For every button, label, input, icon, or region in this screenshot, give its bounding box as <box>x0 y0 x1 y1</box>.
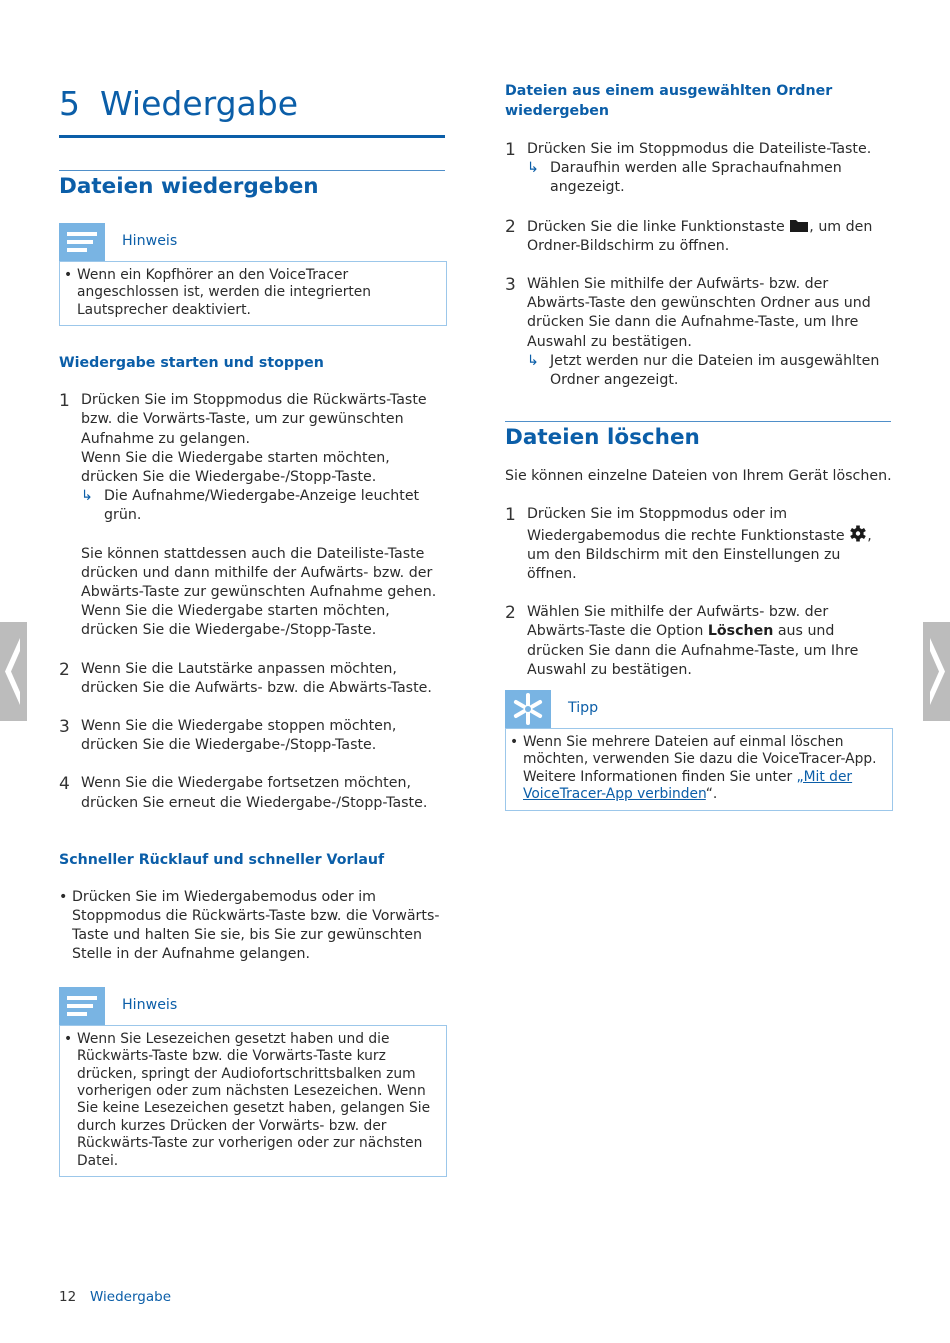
prev-page-button[interactable] <box>0 622 27 721</box>
arrow-right-icon: ↳ <box>527 352 539 369</box>
folder-step-2: 2 Drücken Sie die linke Funktionstaste , um den Ordner-Bildschirm zu öffnen. <box>505 216 873 254</box>
note-callout <box>59 223 447 326</box>
tip-box <box>505 728 893 811</box>
chapter-title-text: Wiedergabe <box>100 84 299 123</box>
footer-section: Wiedergabe <box>90 1289 172 1305</box>
section-title-play: Dateien wiedergeben <box>59 174 319 199</box>
chapter-title <box>59 84 447 124</box>
left-column <box>59 80 447 1177</box>
subsection-title-folder: Dateien aus einem ausgewählten Ordner wiedergeben <box>505 83 833 119</box>
note-item: • Wenn Sie Lesezeichen gesetzt haben und die Rückwärts-Taste bzw. die Vorwärts-Taste kurz drücken, springt der Audiofortschrittsbalken zum vorherigen oder zum nächsten Lesezeichen. Wenn Sie keine Lesezeichen gesetzt haben, gelangen Sie durch kurzes Drücken der Vorwärts- bzw. der Rückwärts-Taste zur vorherigen oder zur nächsten Datei. <box>64 1030 431 1169</box>
arrow-right-icon: ↳ <box>81 488 93 505</box>
voicetracer-app-link[interactable]: „Mit der VoiceTracer-App verbinden <box>523 768 853 803</box>
note-item: • Wenn ein Kopfhörer an den VoiceTracer angeschlossen ist, werden die integrierten Lautsprecher deaktiviert. <box>64 267 372 318</box>
chevron-left-icon <box>0 622 27 721</box>
gear-icon <box>849 525 867 542</box>
arrow-right-icon: ↳ <box>527 160 539 177</box>
tip-label: Tipp <box>568 700 599 717</box>
note-box <box>59 1025 447 1177</box>
note-lines-icon <box>59 987 105 1025</box>
step-2: 2 Wenn Sie die Lautstärke anpassen möchten, drücken Sie die Aufwärts- bzw. die Abwärts-Taste. <box>59 659 432 696</box>
folder-step-1: 1 Drücken Sie im Stoppmodus die Dateiliste-Taste. ↳ Daraufhin werden alle Sprachaufnahmen angezeigt. <box>505 140 893 198</box>
note-lines-icon <box>59 223 105 261</box>
step-4: 4 Wenn Sie die Wiedergabe fortsetzen möchten, drücken Sie erneut die Wiedergabe-/Stopp-Taste. <box>59 774 428 811</box>
chapter-rule <box>59 135 445 138</box>
subsection-title-seek: Schneller Rücklauf und schneller Vorlauf <box>59 851 385 868</box>
section-rule <box>505 421 891 422</box>
tip-item: • Wenn Sie mehrere Dateien auf einmal löschen möchten, verwenden Sie dazu die VoiceTracer-App. Weitere Informationen finden Sie unter „Mit der VoiceTracer-App verbinden“. <box>510 734 877 803</box>
seek-bullet: • Drücken Sie im Wiedergabemodus oder im Stoppmodus die Rückwärts-Taste bzw. die Vorwärts-Taste und halten Sie sie, bis Sie zur gewünschten Stelle in der Aufnahme gelangen. <box>59 888 440 963</box>
folder-icon <box>789 217 809 233</box>
note-label: Hinweis <box>122 233 178 249</box>
section-title-delete: Dateien löschen <box>505 425 700 451</box>
step-3: 3 Wenn Sie die Wiedergabe stoppen möchten, drücken Sie die Wiedergabe-/Stopp-Taste. <box>59 717 397 754</box>
chevron-right-icon <box>923 622 950 721</box>
delete-step-2: 2 Wählen Sie mithilfe der Aufwärts- bzw. der Abwärts-Taste die Option Löschen aus und drücken Sie dann die Aufnahme-Taste, um Ihre Auswahl zu bestätigen. <box>505 603 859 678</box>
chapter-number: 5 <box>59 84 80 123</box>
page-number: 12 <box>59 1289 77 1305</box>
delete-step-1: 1 Drücken Sie im Stoppmodus oder im Wiedergabemodus die rechte Funktionstaste , um den Bildschirm mit den Einstellungen zu öffnen. <box>505 505 872 583</box>
folder-step-3: 3 Wählen Sie mithilfe der Aufwärts- bzw. der Abwärts-Taste den gewünschten Ordner aus und drücken Sie dann die Aufnahme-Taste, um Ihre Auswahl zu bestätigen. ↳ Jetzt werden nur die Dateien im ausgewählten Ordner angezeigt. <box>505 275 893 390</box>
note-label: Hinweis <box>122 996 178 1013</box>
tip-callout <box>505 690 893 811</box>
step-result: ↳ Die Aufnahme/Wiedergabe-Anzeige leuchtet grün. <box>81 488 420 524</box>
next-page-button[interactable] <box>923 622 950 721</box>
note-callout-2 <box>59 987 447 1177</box>
delete-intro: Sie können einzelne Dateien von Ihrem Gerät löschen. <box>505 468 892 485</box>
subsection-title-start-stop: Wiedergabe starten und stoppen <box>59 355 324 372</box>
step-1: 1 Drücken Sie im Stoppmodus die Rückwärts-Taste bzw. die Vorwärts-Taste, um zur gewünschten Aufnahme zu gelangen. Wenn Sie die Wiedergabe starten möchten, drücken Sie die Wiedergabe-/Stopp-Taste. ↳ Die Aufnahme/Wiedergabe-Anzeige leuchtet grün. Sie können stattdessen auch die Dateiliste-Taste drücken und dann mithilfe der Aufwärts- bzw. der Abwärts-Taste zur gewünschten Aufnahme gehen. Wenn Sie die Wiedergabe starten möchten, drücken Sie die Wiedergabe-/Stopp-Taste. <box>59 391 447 640</box>
right-column <box>505 80 893 811</box>
note-box <box>59 261 447 326</box>
step-result: ↳ Jetzt werden nur die Dateien im ausgewählten Ordner angezeigt. <box>527 352 880 389</box>
asterisk-icon <box>505 690 551 728</box>
step-result: ↳ Daraufhin werden alle Sprachaufnahmen angezeigt. <box>527 160 842 196</box>
section-rule <box>59 170 445 171</box>
